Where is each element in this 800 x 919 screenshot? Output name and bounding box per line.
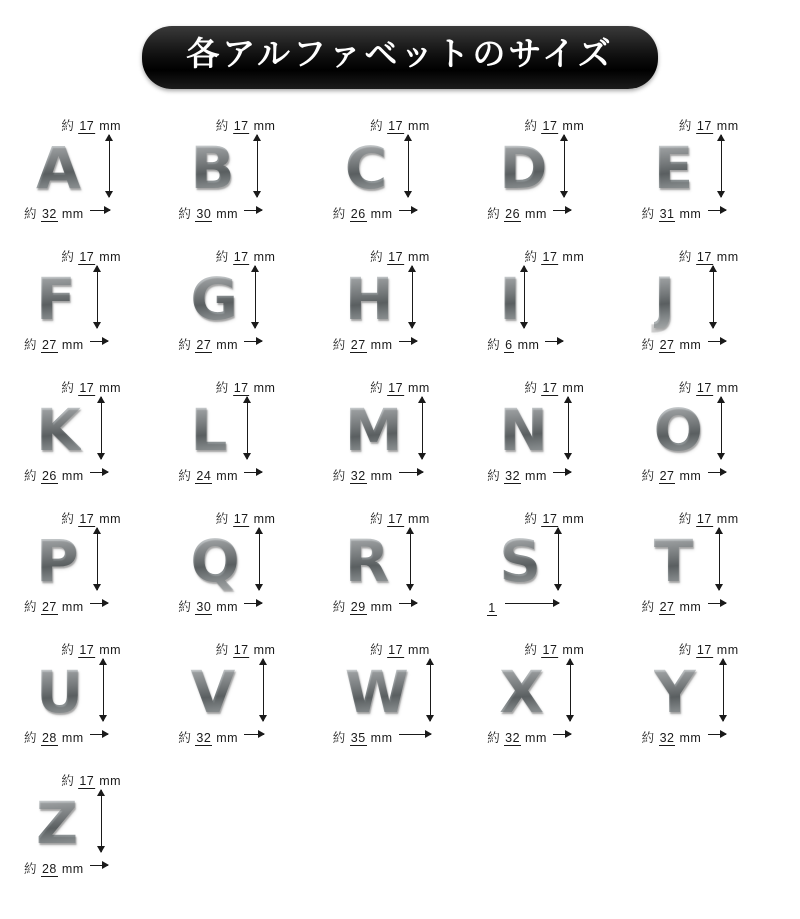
height-value: 17 [696,119,712,134]
width-label: 約 32 mm [332,469,393,484]
width-value: 30 [196,207,212,222]
letter-size-cell [632,244,786,375]
width-value: 27 [350,338,366,353]
letter-size-cell [632,637,786,768]
height-arrow-icon [559,135,571,197]
width-arrow-icon [553,467,571,479]
width-arrow-icon [553,729,571,741]
width-label: 約 32 mm [487,731,547,746]
letter-glyph: N [499,396,548,465]
letter-size-cell [14,637,168,768]
height-label: 約 17 mm [678,381,739,396]
letter-glyph: U [36,658,84,727]
letter-size-cell [323,637,477,768]
height-value: 17 [388,643,404,658]
height-arrow-icon [92,528,104,590]
letter-glyph: F [36,265,76,334]
height-value: 17 [79,512,95,527]
height-arrow-icon [714,528,726,590]
height-label: 約 17 mm [61,643,122,658]
width-arrow-icon [244,336,262,348]
letter-size-cell [323,113,477,244]
width-arrow-icon [708,205,726,217]
width-label: 約 28 mm [24,862,84,877]
height-label: 約 17 mm [370,250,430,265]
width-label: 約 27 mm [332,338,393,353]
width-arrow-icon [244,467,262,479]
height-arrow-icon [716,135,728,197]
height-arrow-icon [519,266,531,328]
width-label: 約 35 mm [332,731,393,746]
width-value: 32 [41,207,57,222]
letter-glyph: I [499,265,519,334]
letter-size-cell [323,375,477,506]
height-value: 17 [696,381,712,396]
letter-glyph: H [344,265,394,334]
height-value: 17 [233,381,249,396]
letter-glyph: J [653,265,676,334]
letter-glyph: R [344,527,390,596]
width-label [487,601,496,615]
letter-glyph: A [36,134,81,203]
letter-size-cell [323,506,477,637]
letter-glyph: S [499,527,541,596]
height-label: 約 17 mm [524,250,585,265]
width-arrow-icon [399,729,431,741]
letter-size-cell [14,375,168,506]
height-label: 約 17 mm [370,643,430,658]
width-value: 6 [505,338,513,353]
width-arrow-icon [244,598,262,610]
width-arrow-icon [244,205,262,217]
letter-glyph: T [653,527,694,596]
width-value: 27 [659,338,675,353]
letter-size-cell [168,244,322,375]
height-label: 約 17 mm [678,119,739,134]
width-label: 約 26 mm [24,469,84,484]
width-label: 約 30 mm [178,600,239,615]
letter-glyph: E [653,134,694,203]
width-arrow-icon [90,598,108,610]
width-arrow-icon [708,598,726,610]
height-label: 約 17 mm [215,512,276,527]
letter-size-cell [632,506,786,637]
width-arrow-icon [90,860,108,872]
letter-glyph: Y [653,658,696,727]
letter-glyph: X [499,658,544,727]
letter-size-cell [168,113,322,244]
width-value: 24 [196,469,212,484]
width-arrow-icon [399,336,417,348]
width-arrow-icon [90,729,108,741]
height-label: 約 17 mm [215,381,276,396]
letter-glyph: K [36,396,81,465]
width-value: 27 [659,600,675,615]
height-arrow-icon [92,266,104,328]
width-label: 約 32 mm [487,469,547,484]
letter-size-cell [14,113,168,244]
height-label: 約 17 mm [215,119,276,134]
height-value: 17 [542,250,558,265]
page-title: 各アルファベットのサイズ [186,37,614,73]
width-value: 31 [659,207,675,222]
width-label: 約 26 mm [332,207,393,222]
height-value: 17 [79,381,95,396]
width-label: 約 27 mm [24,600,84,615]
height-label: 約 17 mm [370,119,430,134]
height-arrow-icon [553,528,565,590]
width-value: 32 [350,469,366,484]
letter-glyph: M [344,396,403,465]
height-value: 17 [696,512,712,527]
width-label: 約 32 mm [178,731,239,746]
width-value: 27 [41,600,57,615]
letter-size-cell [14,768,168,899]
width-label: 約 27 mm [641,600,702,615]
width-arrow-icon [708,729,726,741]
height-arrow-icon [96,397,108,459]
width-arrow-icon [399,205,417,217]
width-arrow-icon [90,467,108,479]
height-arrow-icon [718,659,730,721]
height-label: 約 17 mm [524,119,585,134]
width-label: 約 31 mm [641,207,702,222]
height-value: 17 [79,250,95,265]
letter-glyph: W [344,658,409,727]
height-arrow-icon [252,135,264,197]
width-value: 26 [41,469,57,484]
height-label: 約 17 mm [61,512,122,527]
height-value: 17 [233,119,249,134]
alphabet-size-grid [0,113,800,899]
width-label: 約 27 mm [641,469,702,484]
height-value: 17 [388,512,404,527]
height-arrow-icon [250,266,262,328]
height-label: 約 17 mm [215,643,276,658]
letter-size-cell [168,637,322,768]
letter-glyph: D [499,134,548,203]
height-value: 17 [388,250,404,265]
letter-size-cell [168,506,322,637]
width-arrow-icon [708,336,726,348]
width-arrow-icon [708,467,726,479]
width-value: 32 [505,469,521,484]
height-arrow-icon [405,528,417,590]
title-banner [142,26,657,89]
height-arrow-icon [242,397,254,459]
height-arrow-icon [708,266,720,328]
width-value: 30 [196,600,212,615]
height-label: 約 17 mm [524,381,585,396]
height-label: 約 17 mm [678,643,739,658]
letter-glyph: V [190,658,236,727]
height-label: 約 17 mm [524,512,585,527]
width-value: 27 [196,338,212,353]
height-label: 約 17 mm [61,250,122,265]
height-label: 約 17 mm [61,119,122,134]
width-value: 1 [488,601,496,616]
width-label: 約 29 mm [332,600,393,615]
height-value: 17 [233,643,249,658]
height-value: 17 [388,119,404,134]
letter-size-cell [632,375,786,506]
letter-glyph: P [36,527,79,596]
height-label: 約 17 mm [215,250,276,265]
height-arrow-icon [563,397,575,459]
height-value: 17 [79,774,95,789]
width-label: 約 30 mm [178,207,239,222]
height-label: 約 17 mm [370,512,430,527]
width-label: 約 27 mm [24,338,84,353]
width-arrow-icon [90,336,108,348]
width-label: 約 24 mm [178,469,239,484]
height-value: 17 [542,643,558,658]
letter-glyph: Z [36,789,79,858]
title-banner-wrap [0,0,800,89]
letter-size-cell [477,244,631,375]
height-value: 17 [388,381,404,396]
width-value: 27 [659,469,675,484]
height-value: 17 [233,512,249,527]
letter-size-cell [14,506,168,637]
letter-size-cell [477,506,631,637]
letter-size-cell [168,375,322,506]
letter-size-cell [477,113,631,244]
width-arrow-icon [399,467,423,479]
letter-glyph: Q [190,527,240,596]
width-value: 32 [505,731,521,746]
width-arrow-icon [553,205,571,217]
width-label: 約 27 mm [641,338,702,353]
height-value: 17 [542,381,558,396]
height-arrow-icon [565,659,577,721]
width-value: 26 [505,207,521,222]
letter-size-cell [323,244,477,375]
height-arrow-icon [254,528,266,590]
width-arrow-icon [244,729,264,741]
height-arrow-icon [104,135,116,197]
width-arrow-icon [545,336,563,348]
width-value: 32 [196,731,212,746]
height-value: 17 [79,643,95,658]
width-value: 35 [350,731,366,746]
letter-glyph: O [653,396,703,465]
width-label: 約 27 mm [178,338,239,353]
width-label: 約 32 mm [24,207,84,222]
letter-glyph: L [190,396,228,465]
height-label: 約 17 mm [370,381,430,396]
width-label: 約 6 mm [487,338,540,353]
letter-size-cell [477,637,631,768]
height-value: 17 [542,512,558,527]
height-arrow-icon [98,659,110,721]
height-label: 約 17 mm [524,643,585,658]
height-label: 約 17 mm [61,381,122,396]
height-label: 約 17 mm [678,512,739,527]
width-value: 27 [41,338,57,353]
letter-size-cell [632,113,786,244]
letter-glyph: C [344,134,388,203]
letter-glyph: G [190,265,238,334]
width-label: 約 26 mm [487,207,547,222]
width-label: 約 32 mm [641,731,702,746]
height-label: 約 17 mm [678,250,739,265]
width-value: 32 [659,731,675,746]
width-value: 26 [350,207,366,222]
height-arrow-icon [417,397,429,459]
height-label: 約 17 mm [61,774,122,789]
width-value: 28 [41,731,57,746]
height-arrow-icon [716,397,728,459]
height-arrow-icon [407,266,419,328]
height-value: 17 [79,119,95,134]
height-value: 17 [542,119,558,134]
height-arrow-icon [425,659,437,721]
letter-size-cell [14,244,168,375]
height-value: 17 [233,250,249,265]
height-arrow-icon [96,790,108,852]
height-value: 17 [696,250,712,265]
width-arrow-icon [505,598,559,610]
letter-size-cell [477,375,631,506]
width-value: 28 [41,862,57,877]
height-arrow-icon [403,135,415,197]
height-arrow-icon [258,659,270,721]
letter-glyph: B [190,134,235,203]
width-arrow-icon [399,598,417,610]
width-arrow-icon [90,205,110,217]
width-value: 29 [350,600,366,615]
height-value: 17 [696,643,712,658]
width-label: 約 28 mm [24,731,84,746]
